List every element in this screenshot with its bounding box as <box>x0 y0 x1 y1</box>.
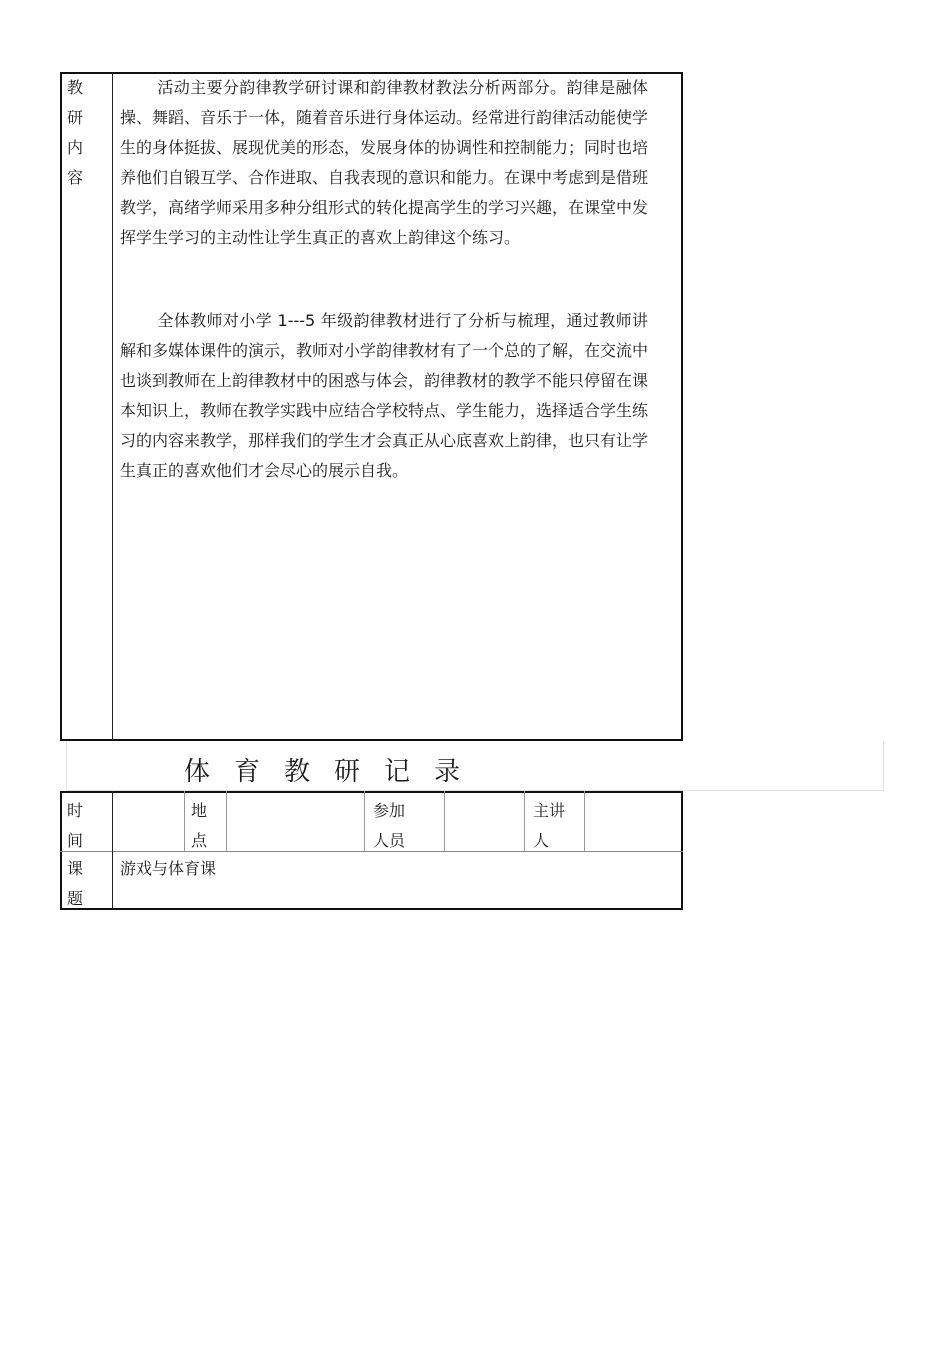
record-title: 体育教研记录 <box>184 757 485 787</box>
place-label: 地 点 <box>191 801 208 850</box>
speaker-label: 主讲 人 <box>533 801 566 850</box>
topic-value: 游戏与体育课 <box>120 859 217 878</box>
research-paragraph-1-text: 活动主要分韵律教学研讨课和韵律教材教法分析两部分。韵律是融体操、舞蹈、音乐于一体，随着音乐进行身体运动。经常进行韵律活动能使学生的身体挺拔、展现优美的形态，发展身体的协调性和控制能力；同时也培养他们自锻互学、合作进取、自我表现的意识和能力。在课中考虑到是借班教学，高绪学师采用多种分组形式的转化提高学生的学习兴趣，在课堂中发挥学生学习的主动性让学生真正的喜欢上韵律这个练习。 <box>120 78 649 247</box>
research-content-label: 教 研 内 容 <box>67 78 84 187</box>
topic-label: 课 题 <box>67 859 84 908</box>
time-label: 时 间 <box>67 801 84 850</box>
research-paragraph-2 <box>120 306 648 486</box>
research-paragraph-2-text: 全体教师对小学 1---5 年级韵律教材进行了分析与梳理，通过教师讲解和多媒体课件的演示，教师对小学韵律教材有了一个总的了解，在交流中也谈到教师在上韵律教材中的困惑与体会，韵律教材的教学不能只停留在课本知识上，教师在教学实践中应结合学校特点、学生能力，选择适合学生练习的内容来教学，那样我们的学生才会真正从心底喜欢上韵律，也只有让学生真正的喜欢他们才会尽心的展示自我。 <box>120 311 649 480</box>
research-paragraph-1 <box>120 73 648 253</box>
participants-label: 参加 人员 <box>373 801 406 850</box>
